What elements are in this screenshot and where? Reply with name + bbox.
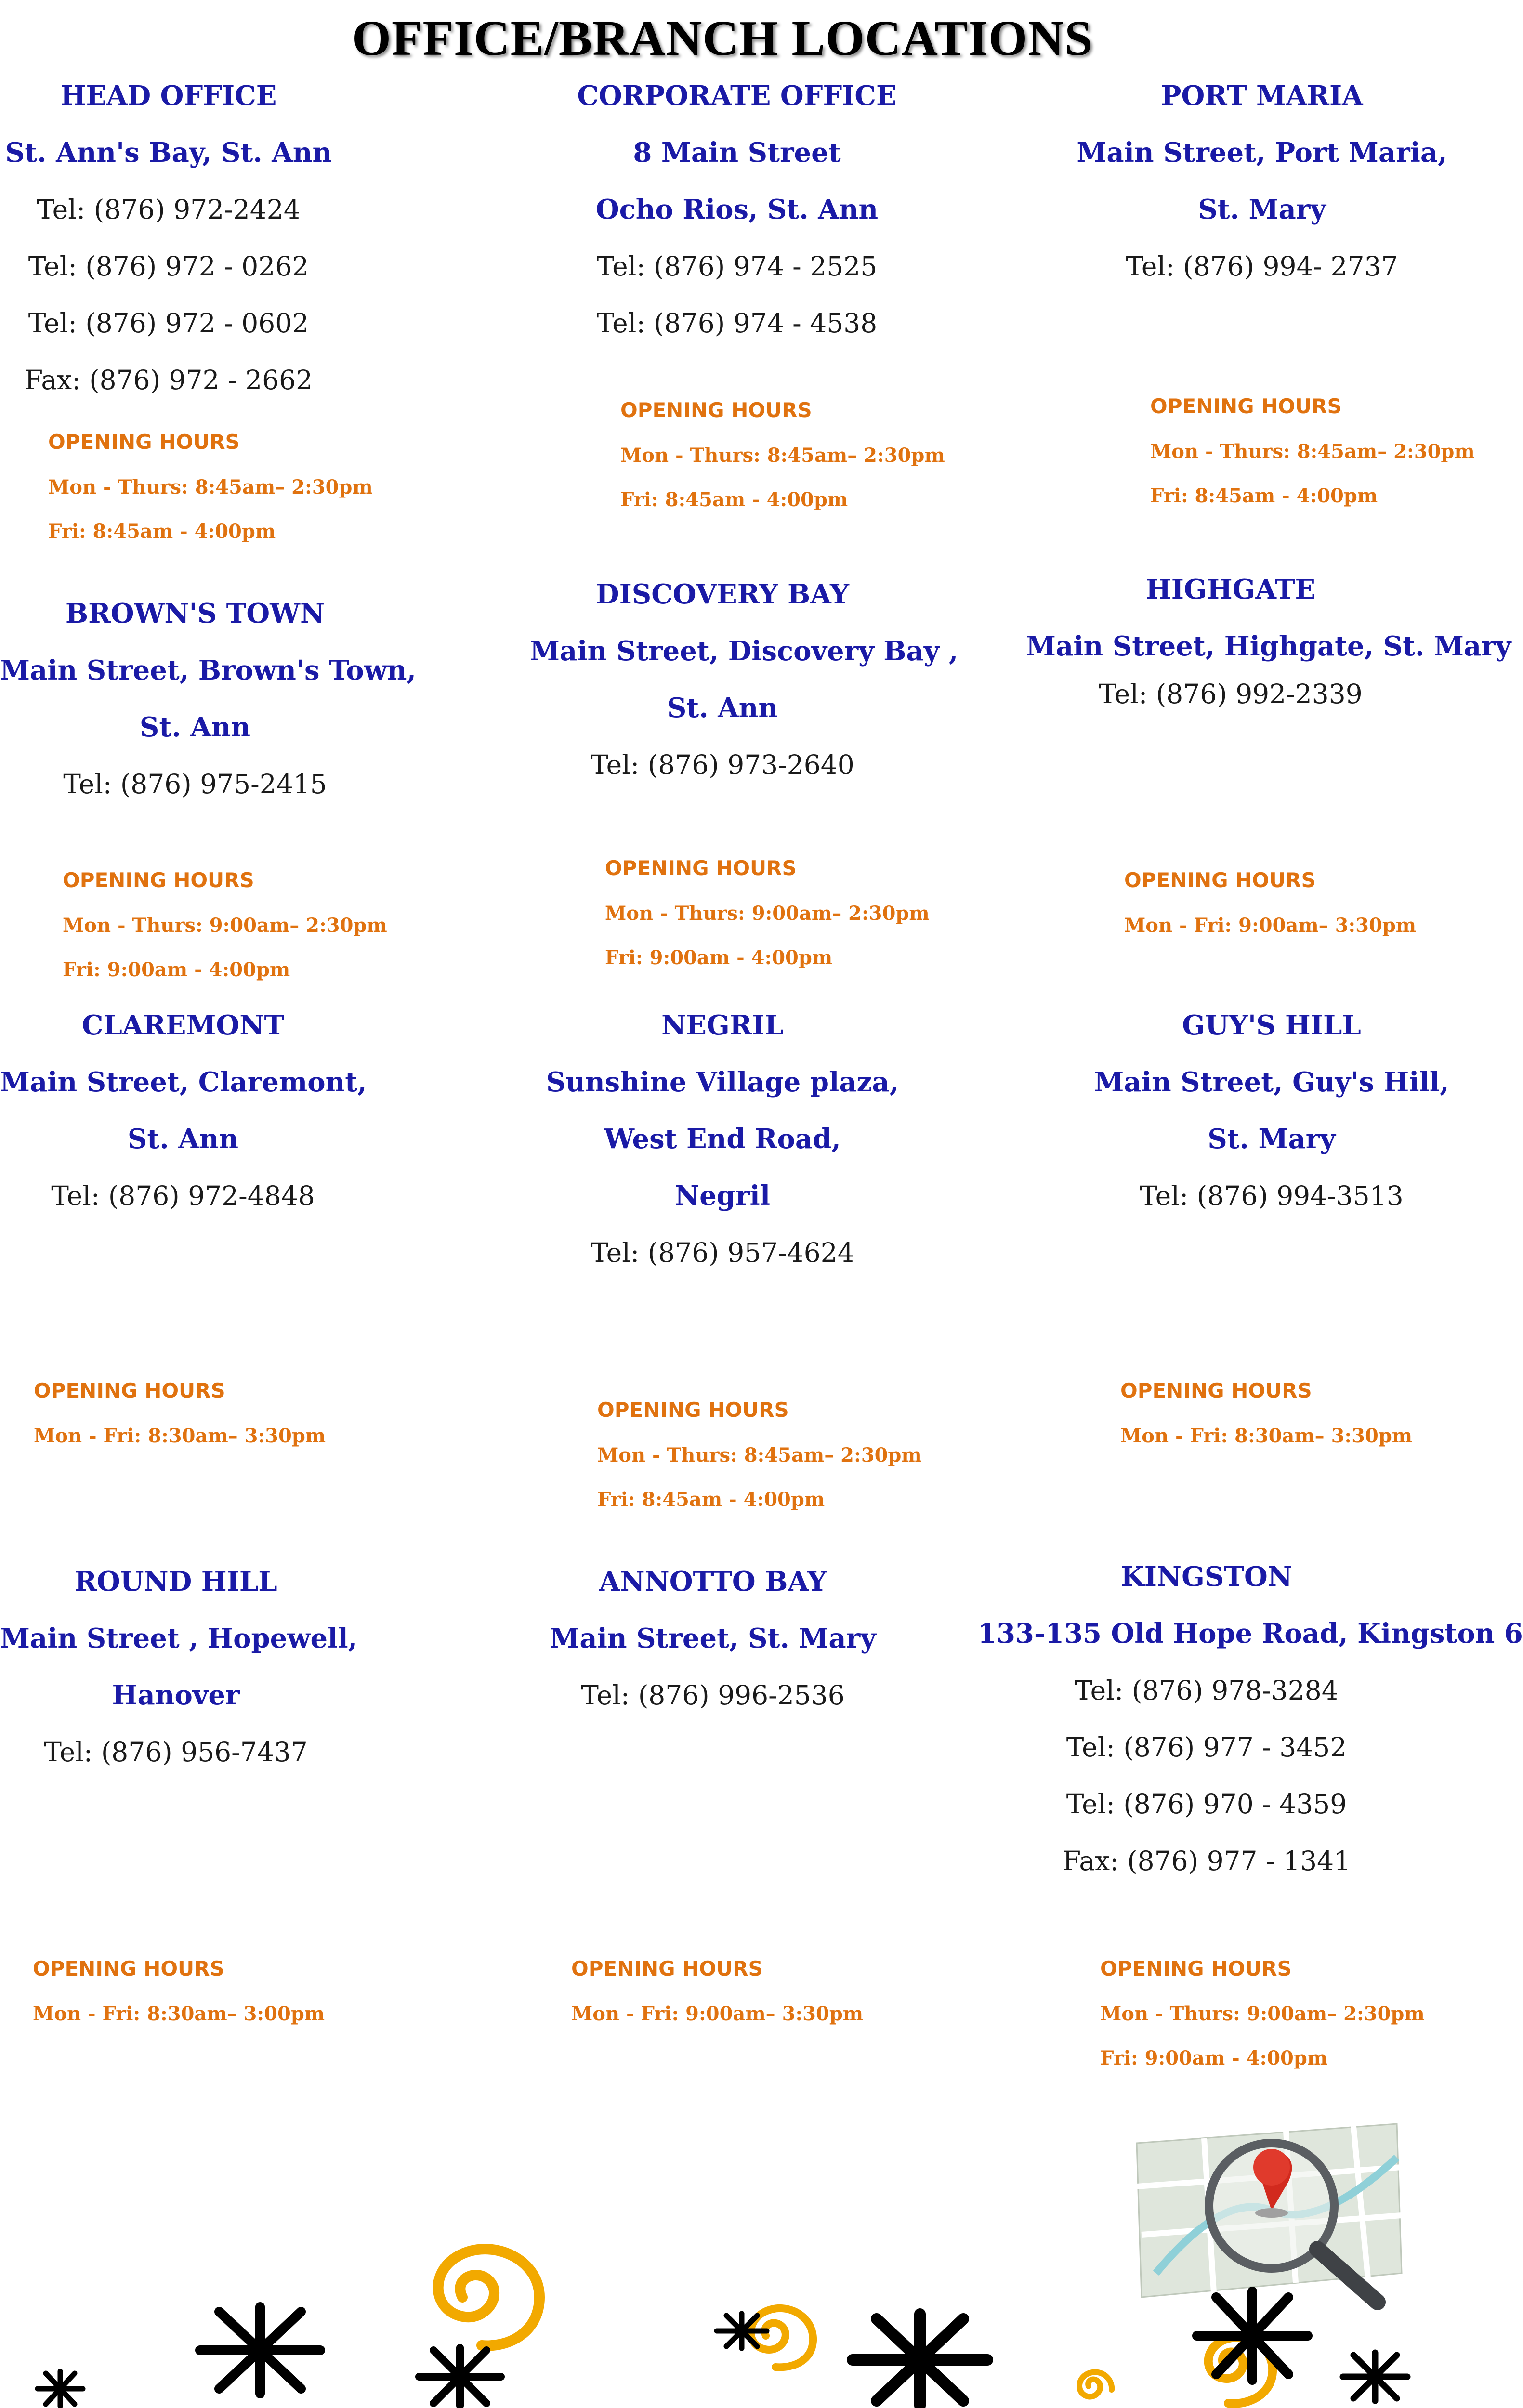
location-address: Main Street, St. Mary [550, 1623, 876, 1654]
location-name: HIGHGATE [1145, 574, 1316, 605]
page-title: OFFICE/BRANCH LOCATIONS [352, 11, 1093, 66]
location-name: NEGRIL [661, 1009, 784, 1041]
location-phone: Tel: (876) 994-3513 [1140, 1180, 1404, 1211]
location-phone: Tel: (876) 972-4848 [51, 1180, 315, 1211]
location-phone: Tel: (876) 956-7437 [44, 1737, 308, 1767]
location-phone: Tel: (876) 978-3284 [1075, 1675, 1339, 1706]
opening-hours-line: Mon - Thurs: 8:45am– 2:30pm [1150, 440, 1475, 463]
location-phone: Tel: (876) 972 - 0602 [28, 308, 309, 339]
location-address: West End Road, [604, 1123, 841, 1155]
opening-hours [1120, 1368, 1412, 1458]
opening-hours-title: OPENING HOURS [571, 1957, 763, 1980]
opening-hours [33, 1946, 325, 2036]
location-address: St. Ann [127, 1123, 239, 1155]
location-phone: Tel: (876) 973-2640 [591, 749, 854, 780]
location-address: St. Ann [667, 692, 778, 724]
location-name: BROWN'S TOWN [65, 598, 325, 629]
asterisk-icon [34, 2369, 87, 2408]
location-phone: Tel: (876) 974 - 2525 [596, 251, 878, 282]
opening-hours [620, 387, 945, 522]
location-name: GUY'S HILL [1182, 1009, 1361, 1041]
location-name: PORT MARIA [1161, 80, 1363, 112]
opening-hours-line: Mon - Thurs: 9:00am– 2:30pm [63, 914, 387, 937]
location-phone: Tel: (876) 975-2415 [63, 769, 327, 799]
asterisk-icon [713, 2312, 771, 2350]
opening-hours-title: OPENING HOURS [597, 1398, 789, 1422]
location-phone: Tel: (876) 972-2424 [37, 194, 301, 225]
asterisk-icon [190, 2302, 330, 2398]
location-phone: Tel: (876) 977 - 3452 [1066, 1732, 1347, 1763]
location-port-maria [1045, 67, 1479, 295]
opening-hours [597, 1387, 922, 1522]
location-name: ANNOTTO BAY [599, 1566, 827, 1597]
location-guys-hill [1079, 997, 1464, 1224]
location-name: ROUND HILL [74, 1566, 277, 1597]
opening-hours-title: OPENING HOURS [620, 398, 812, 422]
location-annotto-bay [520, 1553, 906, 1724]
location-phone: Tel: (876) 974 - 4538 [596, 308, 878, 339]
location-address: Negril [674, 1180, 771, 1212]
location-address: St. Mary [1208, 1123, 1336, 1155]
asterisk-icon [414, 2345, 506, 2408]
opening-hours-title: OPENING HOURS [1150, 394, 1342, 418]
location-kingston [978, 1548, 1523, 1889]
opening-hours-title: OPENING HOURS [1100, 1957, 1292, 1980]
location-phone: Tel: (876) 994- 2737 [1126, 251, 1398, 282]
location-address: Main Street , Hopewell, [0, 1623, 358, 1654]
opening-hours [63, 857, 387, 992]
location-head-office [0, 67, 337, 408]
opening-hours-line: Mon - Thurs: 8:45am– 2:30pm [48, 476, 373, 498]
opening-hours [605, 845, 930, 980]
location-address: St. Mary [1198, 194, 1326, 225]
location-phone: Tel: (876) 996-2536 [581, 1680, 845, 1711]
location-negril [530, 997, 915, 1281]
location-phone: Tel: (876) 957-4624 [591, 1237, 854, 1268]
location-name: DISCOVERY BAY [596, 578, 849, 610]
location-address: Main Street, Claremont, [0, 1066, 367, 1098]
opening-hours-title: OPENING HOURS [48, 430, 240, 454]
location-corporate-office [520, 67, 954, 352]
opening-hours-line: Mon - Fri: 8:30am– 3:30pm [34, 1425, 326, 1447]
opening-hours-title: OPENING HOURS [34, 1379, 225, 1402]
opening-hours [48, 419, 373, 554]
opening-hours-line: Mon - Thurs: 9:00am– 2:30pm [605, 902, 930, 925]
opening-hours-line: Fri: 8:45am - 4:00pm [620, 488, 848, 511]
opening-hours [1150, 383, 1475, 518]
location-phone: Tel: (876) 992-2339 [1099, 679, 1363, 709]
opening-hours-title: OPENING HOURS [1120, 1379, 1312, 1402]
asterisk-icon [1339, 2350, 1411, 2403]
location-phone: Tel: (876) 972 - 0262 [28, 251, 309, 282]
location-address: St. Ann's Bay, St. Ann [5, 137, 332, 169]
location-address: 8 Main Street [633, 137, 841, 169]
location-address: Main Street, Port Maria, [1077, 137, 1447, 169]
opening-hours [1124, 857, 1416, 948]
swirl-icon [1064, 2360, 1117, 2408]
opening-hours [34, 1368, 326, 1458]
opening-hours-line: Fri: 8:45am - 4:00pm [1150, 484, 1378, 507]
opening-hours-line: Mon - Thurs: 9:00am– 2:30pm [1100, 2002, 1425, 2025]
location-address: Hanover [112, 1679, 240, 1711]
location-highgate [1026, 561, 1511, 713]
location-address: 133-135 Old Hope Road, Kingston 6 [978, 1618, 1523, 1649]
opening-hours-title: OPENING HOURS [605, 856, 797, 880]
opening-hours-title: OPENING HOURS [63, 868, 254, 892]
opening-hours-line: Fri: 9:00am - 4:00pm [63, 958, 290, 981]
asterisk-icon [1190, 2288, 1315, 2384]
location-address: Main Street, Discovery Bay , [530, 635, 958, 667]
location-name: CLAREMONT [81, 1009, 285, 1041]
opening-hours [571, 1946, 863, 2036]
opening-hours-line: Mon - Fri: 9:00am– 3:30pm [1124, 914, 1417, 937]
location-phone: Tel: (876) 970 - 4359 [1066, 1789, 1347, 1819]
location-address: St. Ann [139, 711, 251, 743]
location-discovery-bay [530, 566, 958, 793]
opening-hours-line: Fri: 9:00am - 4:00pm [605, 946, 833, 969]
location-address: Sunshine Village plaza, [546, 1066, 899, 1098]
location-address: Main Street, Guy's Hill, [1094, 1066, 1449, 1098]
location-address: Ocho Rios, St. Ann [595, 194, 879, 225]
swirl-icon [395, 2225, 554, 2350]
opening-hours-line: Fri: 8:45am - 4:00pm [597, 1488, 825, 1511]
opening-hours-line: Fri: 9:00am - 4:00pm [1100, 2047, 1328, 2069]
opening-hours-line: Mon - Fri: 8:30am– 3:00pm [33, 2002, 325, 2025]
opening-hours-line: Mon - Fri: 8:30am– 3:30pm [1120, 1425, 1413, 1447]
map-magnifier-icon [1127, 2114, 1406, 2307]
location-round-hill [0, 1553, 358, 1780]
opening-hours [1100, 1946, 1425, 2081]
opening-hours-title: OPENING HOURS [1124, 868, 1316, 892]
location-name: KINGSTON [1121, 1561, 1292, 1593]
opening-hours-line: Fri: 8:45am - 4:00pm [48, 520, 276, 543]
location-address: Main Street, Highgate, St. Mary [1026, 630, 1511, 662]
location-browns-town [0, 585, 416, 812]
opening-hours-line: Mon - Thurs: 8:45am– 2:30pm [620, 444, 945, 467]
location-name: CORPORATE OFFICE [577, 80, 897, 112]
opening-hours-line: Mon - Fri: 9:00am– 3:30pm [571, 2002, 864, 2025]
location-name: HEAD OFFICE [60, 80, 277, 112]
asterisk-icon [843, 2312, 997, 2408]
opening-hours-line: Mon - Thurs: 8:45am– 2:30pm [597, 1444, 922, 1466]
location-fax: Fax: (876) 977 - 1341 [1062, 1845, 1351, 1876]
opening-hours-title: OPENING HOURS [33, 1957, 224, 1980]
location-claremont [0, 997, 366, 1224]
location-address: Main Street, Brown's Town, [0, 654, 416, 686]
location-fax: Fax: (876) 972 - 2662 [24, 365, 313, 395]
